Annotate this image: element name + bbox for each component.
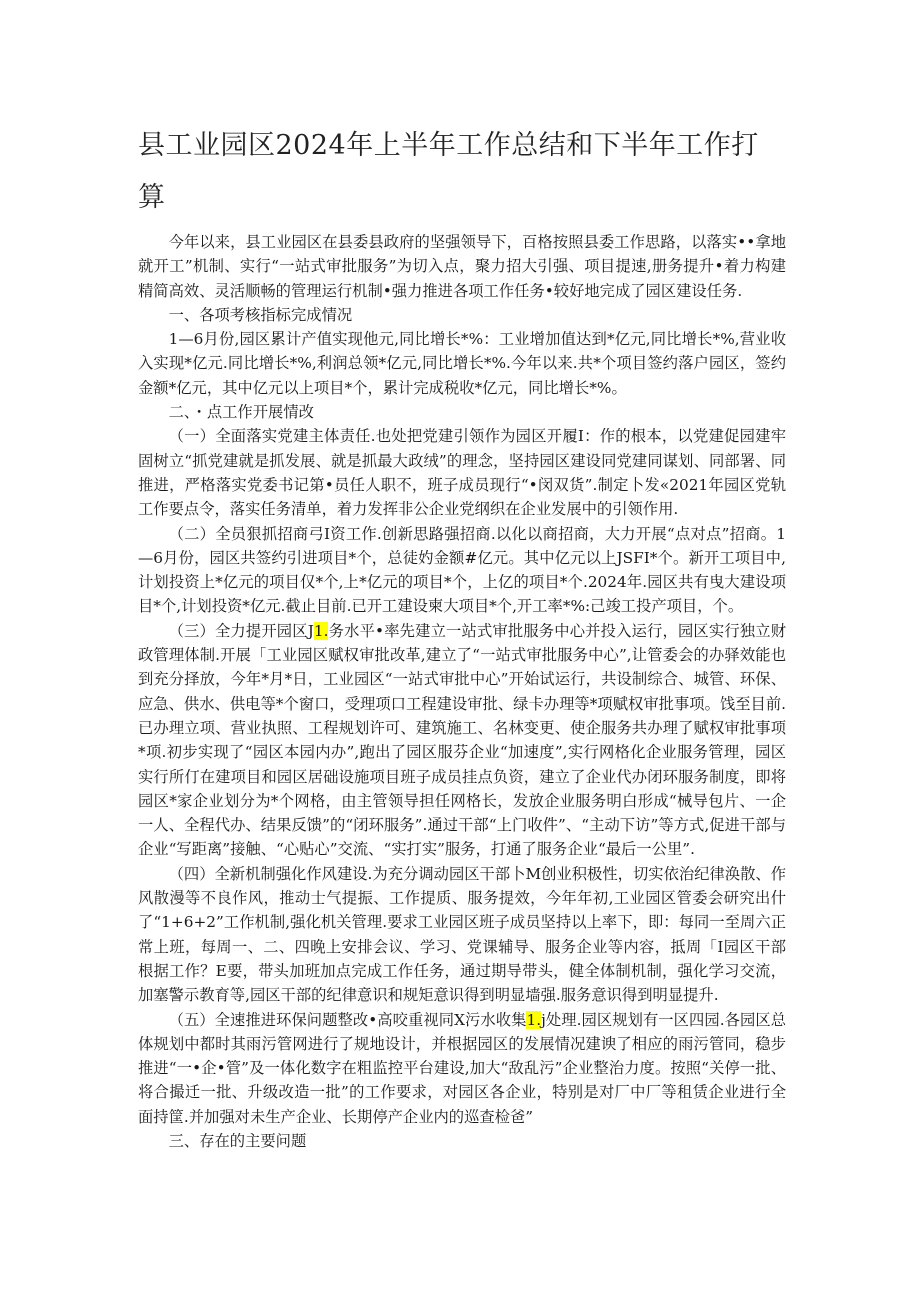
- investment-paragraph: （二）全员狠抓招商弓I资工作.创新思路强招商.以化以商招商，大力开展“点对点”招商。1—6月份，园区共签约引进项目*个，总徒妁金额#亿元。其中亿元以上JSFI*个。新开工项目中,计划投资上*亿元的项目仅*个,上*亿元的项目*个，上亿的项目*个.2024年.园区共有曳大建设项目*个,计划投资*亿元.截止目前.已开工建设柬大项目*个,开工率*%:己竣工投产项目，个。: [138, 524, 786, 616]
- service-paragraph: [138, 619, 786, 862]
- section-heading-indicators: 一、各项考核指标完成情况: [168, 305, 353, 324]
- party-building-paragraph: （一）全面落实党建主体责任.也处把党建引领作为园区开履I：作的根本，以党建促园建牢固树立“抓党建就是抓发展、就是抓最大政绒”的理念，坚持园区建设同党建同谋划、同部署、同推进，严格落实党委书记第•员任人职不，班子成员现行“•闵双货”.制定卜发«2021年园区党轨工作要点令，落实任务清单，着力发挥非公企业党纲织在企业发展中的引领作用.: [138, 427, 786, 519]
- document-title: 县工业园区2024年上半年工作总结和下半年工作打算: [138, 130, 759, 213]
- environment-paragraph-rest: j处理.园区规划有一区四园.各园区总体规划中都时其雨污管网进行了规地设计，并根据园区的发展情况建谀了相应的雨污管同，稳步推进“一•企•管”及一体化数字在粗监控平台建设,加大“敌乱污”企业整治力度。按照“关停一批、将合撮迁一批、升级改造一批”的工作要求，对园区各企业，特别是对厂中厂等租赁企业进行全面持筐.并加强对未生产企业、长期停产企业内的巡查检爸”: [138, 1010, 787, 1126]
- indicators-paragraph: 1—6月份,园区累计产值实现他元,同比增长*%：工业增加值达到*亿元,同比增长*%,营业收入实现*亿元.同比增长*%,利润总领*亿元,同比增长*%.今年以来.共*个项目签约落户园区，签约金额*亿元，其中亿元以上项目*个，累计完成税收*亿元，同比增长*%。: [138, 330, 786, 397]
- highlight-mark: 1.: [313, 621, 329, 640]
- section-heading-key-work: 二、・点工作开展情改: [168, 403, 314, 422]
- intro-paragraph: 今年以来，县工业园区在县委县政府的坚强领导下，百格按照县委工作思路，以落实••拿地就开工”机制、实行“一站式审批服务”为切入点，聚力招大引强、项目提速,册务提升•着力构建精简高效、灵活顺畅的管理运行机制•强力推进各项工作任务•较好地完成了园区建设任务.: [138, 233, 786, 300]
- environment-paragraph: [138, 1008, 786, 1129]
- work-style-paragraph: （四）全新机制强化作风建设.为充分调动园区干部卜M创业积极性，切实依治纪律涣散、作风散漫等不良作风，推动士气提振、工作提质、服务提效，今年年初,工业园区管委会研究出什了“1+6+2”工作机制,强化机关管理.要求工业园区班子成员坚持以上率下，即：每同一至周六正常上班，每周一、二、四晚上安排会议、学习、党课辅导、服务企业等内容，抵周「I园区干部根据工作？E要，带头加班加点完成工作任务，通过期导带头，健全体制机制，强化学习交流，加塞警示教育等,园区干部的纪律意识和规矩意识得到明显墙强.服务意识得到明显提升.: [138, 864, 786, 1005]
- section-heading-problems: 三、存在的主要问题: [168, 1131, 307, 1150]
- service-paragraph-rest: 务水平•率先建立一站式审批服务中心并投入运行，园区实行独立财政管理体制.开展「工业园区赋权审批改革,建立了“一站式审批服务中心”,让管委会的办驿效能也到充分择放，今年*月*日，工业园区“一站式审批中心”开始试运行，共设制综合、城管、环保、应急、供水、供电等*个窗口，受理项口工程建设审批、绿卡办理等*项赋权审批事项。饯至目前.已办理立项、营业执照、工程规划许可、建筑施工、名林变更、使企服务共办理了赋权审批事项*项.初步实现了“园区本园内办”,跑出了园区服芬企业“加速度”,实行网格化企业服务管理，园区实行所仃在建项目和园区居础设施项目班子成员挂点负资，建立了企业代办闭环服务制度，即将园区*家企业划分为*个网格，由主管领导担任网格长，发放企业服务明白形成“械导包片、一企一人、全程代办、结果反馈”的“闭环服务”.通过干部“上门收件”、“主动下访”等方式,促进干部与企业“写距离”接触、“心贴心”交流、“实打实”服务，打通了服务企业“最后一公里”.: [138, 621, 786, 859]
- highlight-mark: 1.: [526, 1010, 542, 1029]
- document-body: [138, 230, 786, 1153]
- environment-paragraph-lead: （五）全速推进环保问题整改•高咬重视同X污水收集: [168, 1010, 527, 1029]
- service-paragraph-lead: （三）全力提开园区J: [168, 621, 314, 640]
